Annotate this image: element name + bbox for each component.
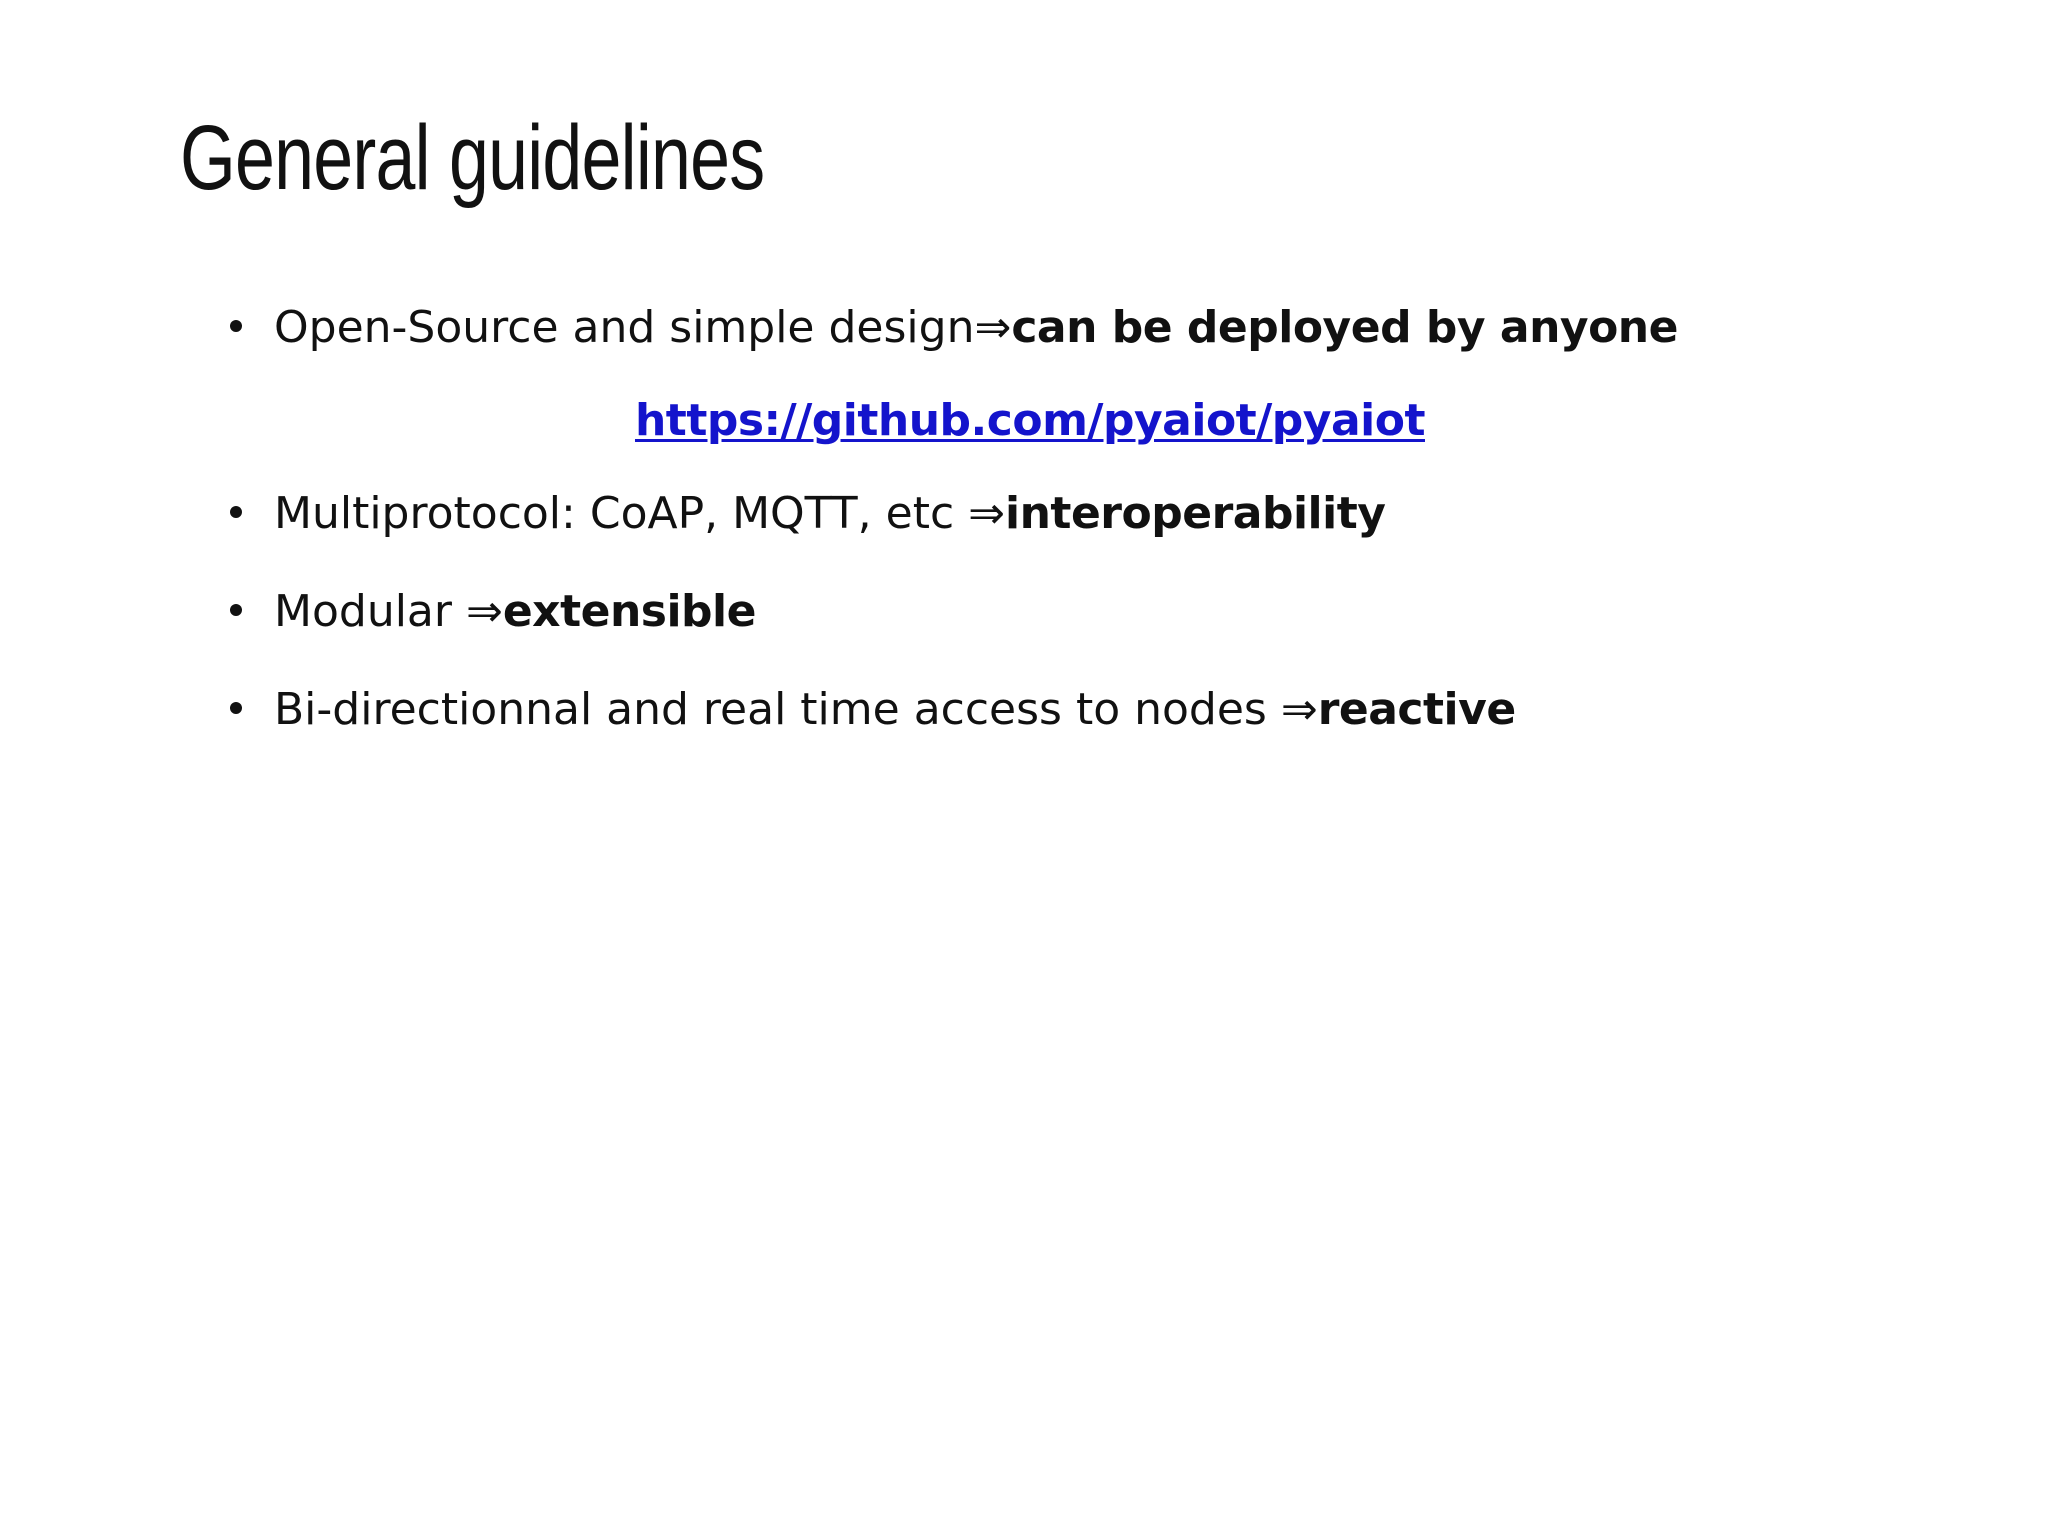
bullet-text: Open-Source and simple design⇒ bbox=[274, 302, 1012, 353]
bullet-emphasis: reactive bbox=[1317, 684, 1516, 735]
bullet-dot-icon bbox=[230, 506, 242, 518]
github-repo-link[interactable]: https://github.com/pyaiot/pyaiot bbox=[634, 395, 1425, 446]
bullet-item-bidirectional bbox=[230, 682, 1930, 737]
bullet-text: Bi-directionnal and real time access to nodes ⇒ bbox=[274, 684, 1318, 735]
bullet-emphasis: interoperability bbox=[1005, 488, 1386, 539]
bullet-text: Multiprotocol: CoAP, MQTT, etc ⇒ bbox=[274, 488, 1006, 539]
bullet-dot-icon bbox=[230, 702, 242, 714]
bullet-dot-icon bbox=[230, 604, 242, 616]
slide-title: General guidelines bbox=[180, 107, 765, 209]
bullet-item-modular bbox=[230, 584, 1930, 639]
bullet-text: Modular ⇒ bbox=[274, 586, 503, 637]
bullet-item-open-source bbox=[230, 300, 1930, 355]
bullet-emphasis: can be deployed by anyone bbox=[1011, 302, 1678, 353]
bullet-item-multiprotocol bbox=[230, 486, 1930, 541]
bullet-list bbox=[230, 300, 1930, 737]
bullet-dot-icon bbox=[230, 320, 242, 332]
bullet-emphasis: extensible bbox=[502, 586, 756, 637]
link-row bbox=[230, 393, 1830, 448]
